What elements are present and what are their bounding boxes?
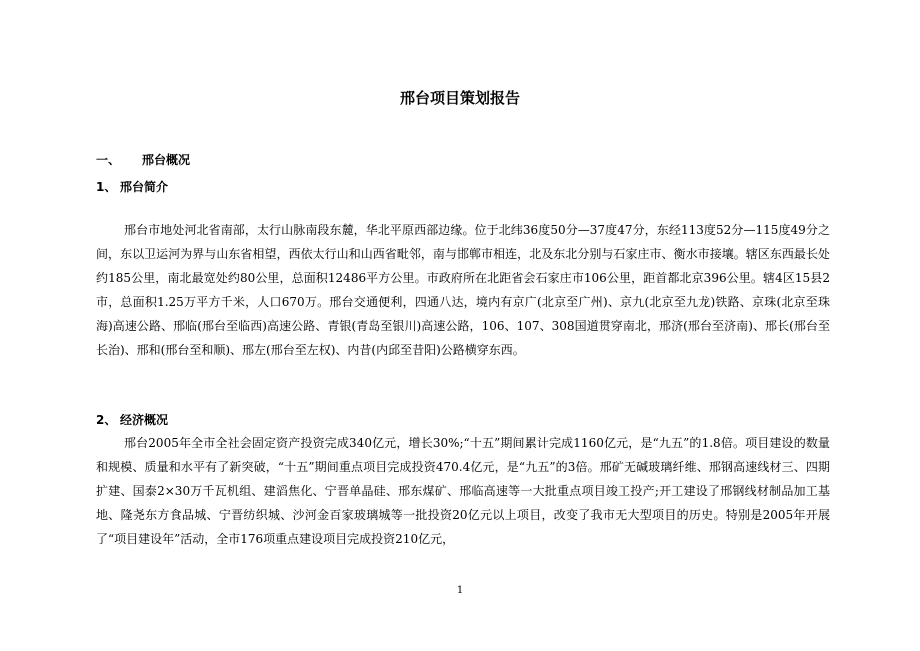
section-title: 邢台概况 [142,153,191,167]
subsection-number: 1、 [96,180,117,194]
page-number: 1 [456,585,464,596]
subsection-heading-economy [96,410,168,430]
introduction-paragraph: 邢台市地处河北省南部，太行山脉南段东麓，华北平原西部边缘。位于北纬36度50分—37度47分，东经113度52分—115度49分之间，东以卫运河为界与山东省相望，西依太行山和山西省毗邻，南与邯郸市相连，北及东北分别与石家庄市、衡水市接壤。辖区东西最长处约185公里，南北最宽处约80公里，总面积12486平方公里。市政府所在北距省会石家庄市106公里，距首都北京396公里。辖4区15县2市，总面积1.25万平方千米，人口670万。邢台交通便利，四通八达，境内有京广(北京至广州)、京九(北京至九龙)铁路、京珠(北京至珠海)高速公路、邢临(邢台至临西)高速公路、青银(青岛至银川)高速公路，106、107、308国道贯穿南北，邢济(邢台至济南)、邢长(邢台至长治)、邢和(邢台至和顺)、邢左(邢台至左权)、内昔(内邱至昔阳)公路横穿东西。 [96,223,830,357]
document-title: 邢台项目策划报告 [399,89,520,107]
section-number: 一、 [96,153,121,167]
section-heading-overview [96,150,190,170]
subsection-title: 邢台简介 [120,180,169,194]
subsection-title: 经济概况 [120,413,169,427]
subsection-number: 2、 [96,413,117,427]
subsection-heading-introduction [96,177,168,197]
economy-paragraph: 邢台2005年全市全社会固定资产投资完成340亿元，增长30%;“十五”期间累计完成1160亿元，是“九五”的1.8倍。项目建设的数量和规模、质量和水平有了新突破，“十五”期间重点项目完成投资470.4亿元，是“九五”的3倍。邢矿无碱玻璃纤维、邢钢高速线材三、四期扩建、国泰2×30万千瓦机组、建滔焦化、宁晋单晶硅、邢东煤矿、邢临高速等一大批重点项目竣工投产;开工建设了邢钢线材制品加工基地、隆尧东方食品城、宁晋纺织城、沙河金百家玻璃城等一批投资20亿元以上项目，改变了我市无大型项目的历史。特别是2005年开展了“项目建设年”活动，全市176项重点建设项目完成投资210亿元， [96,436,830,546]
